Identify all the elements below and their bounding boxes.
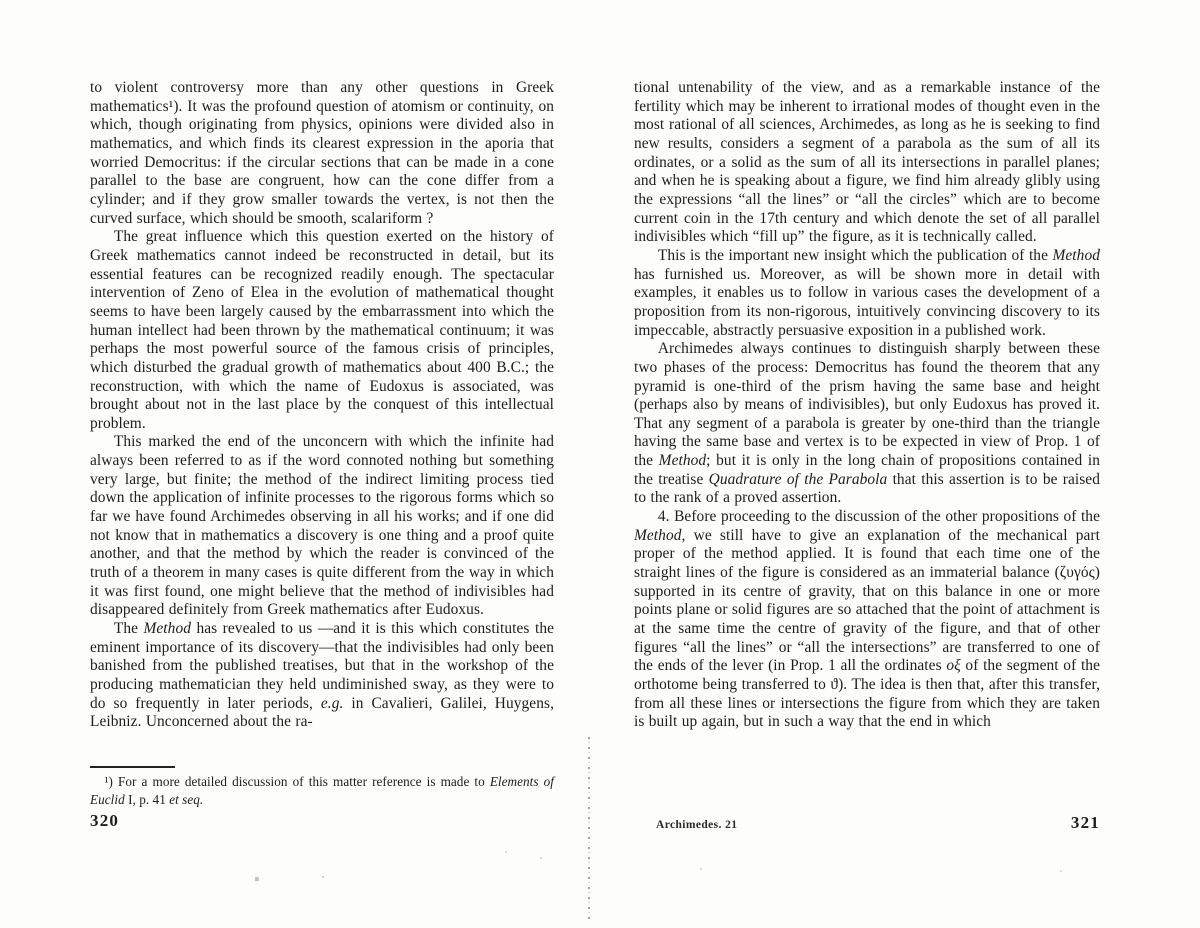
footnote-text: ¹) For a more detailed discussion of this matter reference is made to Elements of Euclid I, p. 41 et seq. xyxy=(90,774,554,807)
footnote-block xyxy=(90,766,554,808)
left-page-text xyxy=(90,79,554,732)
page-number-right: 321 xyxy=(1070,813,1100,832)
paragraph: The Method has revealed to us —and it is this which constitutes the eminent importance of its discovery—that the indivisibles had only been banished from the published treatises, but that in the workshop of the producing mathematician they held undiminished sway, as they were to do so frequently in later periods, e.g. in Cavalieri, Galilei, Huygens, Leibniz. Unconcerned about the ra- xyxy=(90,620,554,731)
right-page-footer xyxy=(634,813,1100,833)
book-gutter-shadow xyxy=(588,737,590,919)
right-page-text xyxy=(634,79,1100,732)
paragraph: tional untenability of the view, and as a remarkable instance of the fertility which may be inherent to irrational modes of thought even in the most rational of all sciences, Archimedes, as long as he is seeking to find new results, considers a segment of a parabola as the sum of all its ordinates, or a solid as the sum of all its intersections in parallel planes; and when he is speaking about a figure, we find him already glibly using the expressions “all the lines” or “all the circles” which are to become current coin in the 17th century and which denote the set of all parallel indivisibles which “fill up” the figure, as it is technically called. xyxy=(634,79,1100,246)
paragraph: The great influence which this question exerted on the history of Greek mathematics cannot indeed be reconstructed in detail, but its essential features can be recognized readily enough. The spectacular intervention of Zeno of Elea in the evolution of mathematical thought seems to have been largely caused by the embarrassment into which the human intellect had been thrown by the mathematical continuum; it was perhaps the most powerful source of the famous crisis of principles, which disturbed the gradual growth of mathematics about 400 B.C.; the reconstruction, with which the name of Eudoxus is associated, was brought about not in the last place by the conquest of this intellectual problem. xyxy=(90,228,554,432)
paragraph: This is the important new insight which the publication of the Method has furnished us. Moreover, as will be shown more in detail with examples, it enables us to follow in various cases the development of a proposition from its non-rigorous, intuitively convincing discovery to its impeccable, abstractly persuasive exposition in a published work. xyxy=(634,246,1100,339)
paragraph: 4. Before proceeding to the discussion of the other propositions of the Method, we still have to give an explanation of the mechanical part proper of the method applied. It is found that each time one of the straight lines of the figure is considered as an immaterial balance (ζυγός) supported in its centre of gravity, that on this balance in one or more points plane or solid figures are so attached that the point of attachment is at the same time the centre of gravity of the figure, and that of other figures “all the lines” or “all the intersections” are transferred to one of the ends of the lever (in Prop. 1 all the ordinates oξ of the segment of the orthotome being transferred to ϑ). The idea is then that, after this transfer, from all these lines or intersections the figure from which they are taken is built up again, but in such a way that the end in which xyxy=(634,508,1100,731)
printer-signature: Archimedes. 21 xyxy=(656,819,738,831)
left-page xyxy=(90,0,554,928)
footnote-rule xyxy=(90,766,175,768)
page-number-left: 320 xyxy=(90,811,120,830)
paragraph: Archimedes always continues to distinguish sharply between these two phases of the process: Democritus has found the theorem that any pyramid is one-third of the prism having the same base and height (perhaps also by means of indivisibles), but only Eudoxus has proved it. That any segment of a parabola is greater by one-third than the triangle having the same base and vertex is to be expected in view of Prop. 1 of the Method; but it is only in the long chain of propositions contained in the treatise Quadrature of the Parabola that this assertion is to be raised to the rank of a proved assertion. xyxy=(634,340,1100,507)
right-page xyxy=(634,0,1100,928)
scan-noise-specks xyxy=(0,0,2,2)
paragraph: This marked the end of the unconcern with which the infinite had always been referred to as if the word connoted nothing but something very large, but finite; the method of the indirect limiting process tied down the application of infinite processes to the rigorous forms which so far we have found Archimedes observing in all his works; and if one did not know that in mathematics a discovery is one thing and a proof quite another, and that the method by which the reader is convinced of the truth of a theorem in many cases is quite different from the way in which it was first found, one might believe that the method of indivisibles had disappeared definitely from Greek mathematics after Eudoxus. xyxy=(90,433,554,619)
paragraph: to violent controversy more than any other questions in Greek mathematics¹). It was the profound question of atomism or continuity, on which, though originating from physics, opinions were divided also in mathematics, and which finds its clearest expression in the aporia that worried Democritus: if the circular sections that can be made in a cone parallel to the base are congruent, how can the cone differ from a cylinder; and if they grow smaller towards the vertex, is not then the curved surface, which should be smooth, scalariform ? xyxy=(90,79,554,227)
